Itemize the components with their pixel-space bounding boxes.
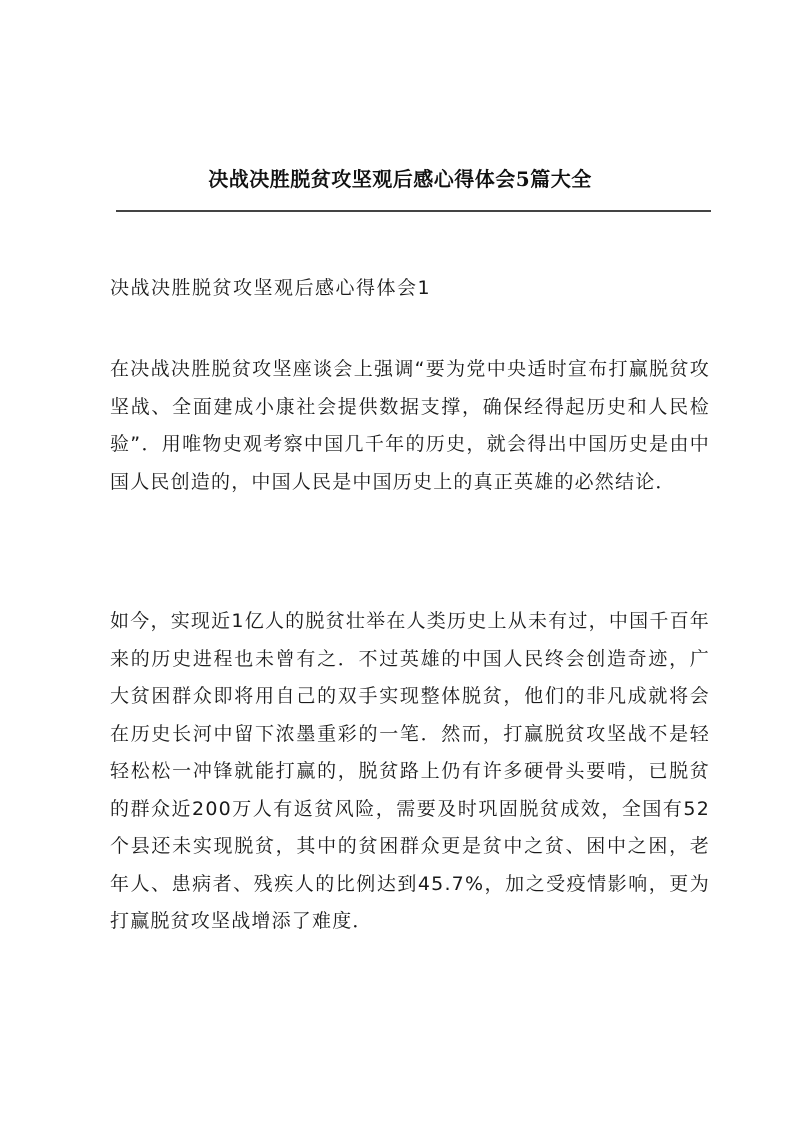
section-heading: 决战决胜脱贫攻坚观后感心得体会1 (110, 277, 432, 299)
paragraph-2: 如今，实现近1亿人的脱贫壮举在人类历史上从未有过，中国千百年来的历史进程也未曾有之．不过英雄的中国人民终会创造奇迹，广大贫困群众即将用自己的双手实现整体脱贫，他们的非凡成就将会在历史长河中留下浓墨重彩的一笔．然而，打赢脱贫攻坚战不是轻轻松松一冲锋就能打赢的，脱贫路上仍有许多硬骨头要啃，已脱贫的群众近200万人有返贫风险，需要及时巩固脱贫成效，全国有52个县还未实现脱贫，其中的贫困群众更是贫中之贫、困中之困，老年人、患病者、残疾人的比例达到45.7%，加之受疫情影响，更为打赢脱贫攻坚战增添了难度． (110, 610, 710, 932)
document-title: 决战决胜脱贫攻坚观后感心得体会5篇大全 (208, 167, 592, 191)
title-divider (116, 210, 711, 212)
paragraph-1: 在决战决胜脱贫攻坚座谈会上强调“要为党中央适时宣布打赢脱贫攻坚战、全面建成小康社会提供数据支撑，确保经得起历史和人民检验”．用唯物史观考察中国几千年的历史，就会得出中国历史是由中国人民创造的，中国人民是中国历史上的真正英雄的必然结论． (110, 358, 710, 493)
